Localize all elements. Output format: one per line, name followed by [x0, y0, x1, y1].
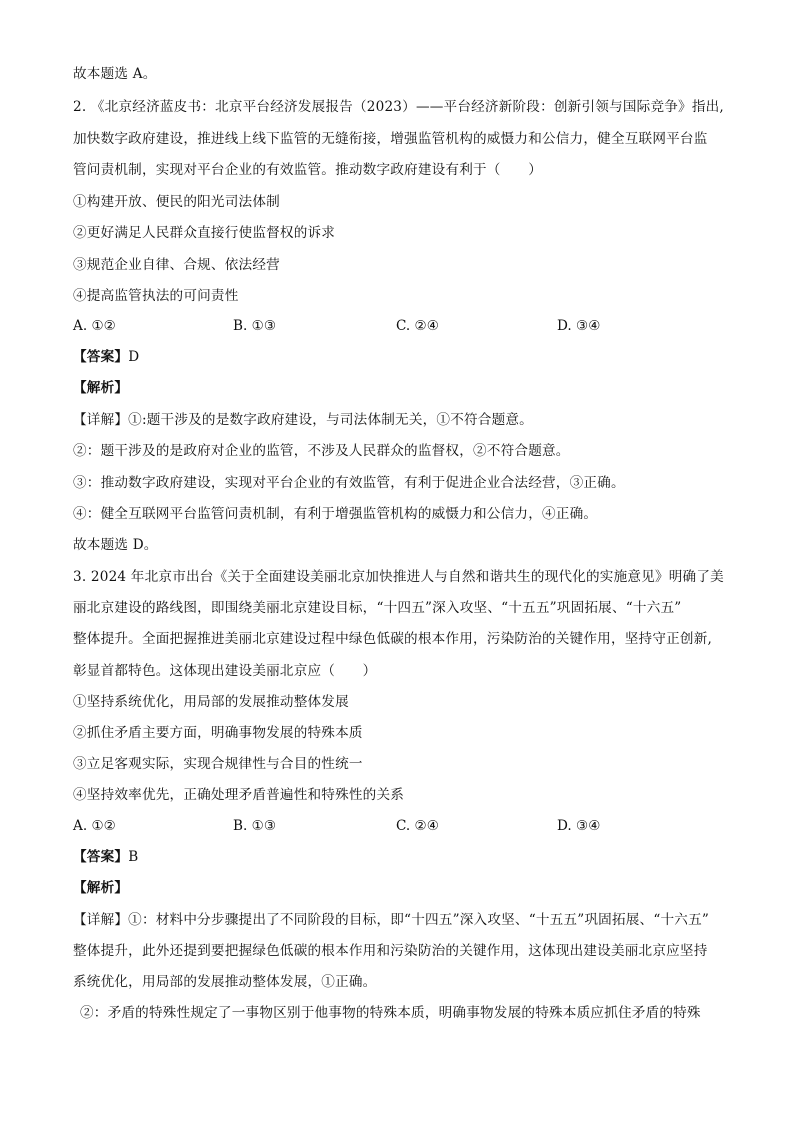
- q3-answer-value: B: [128, 849, 139, 865]
- q3-detail-4: ②：矛盾的特殊性规定了一事物区别于他事物的特殊本质，明确事物发展的特殊本质应抓住矛盾的特殊: [80, 1005, 701, 1021]
- q3-item-3: ③立足客观实际，实现合规律性与合目的性统一: [73, 756, 363, 772]
- q2-detail-2: ②：题干涉及的是政府对企业的监管，不涉及人民群众的监督权，②不符合题意。: [73, 443, 570, 459]
- q2-conclusion: 故本题选 D。: [73, 537, 158, 553]
- q2-option-c: C. ②④: [396, 318, 439, 334]
- q3-detail-3: 系统优化，用局部的发展推动整体发展，①正确。: [73, 974, 377, 990]
- q3-item-2: ②抓住矛盾主要方面，明确事物发展的特殊本质: [73, 725, 363, 741]
- q2-detail-1: 【详解】①:题干涉及的是数字政府建设，与司法体制无关，①不符合题意。: [73, 412, 533, 428]
- q2-stem-line-2: 加快数字政府建设，推进线上线下监管的无缝衔接，增强监管机构的威慑力和公信力，健全互联网平台监: [73, 131, 708, 147]
- q3-option-b: B. ①③: [233, 818, 277, 834]
- q3-stem-line-4: 彰显首都特色。这体现出建设美丽北京应（ ）: [73, 663, 377, 679]
- q3-stem-line-2: 丽北京建设的路线图，即围绕美丽北京建设目标，“十四五”深入攻坚、“十五五”巩固拓展、“十六五”: [73, 600, 682, 616]
- q3-detail-1: 【详解】①：材料中分步骤提出了不同阶段的目标，即“十四五”深入攻坚、“十五五”巩固拓展、“十六五”: [73, 912, 710, 928]
- q3-stem-line-3: 整体提升。全面把握推进美丽北京建设过程中绿色低碳的根本作用，污染防治的关键作用，坚持守正创新,: [73, 631, 713, 647]
- q2-item-4: ④提高监管执法的可问责性: [73, 288, 239, 304]
- q2-stem-line-3: 管问责机制，实现对平台企业的有效监管。推动数字政府建设有利于（ ）: [73, 162, 542, 178]
- q2-analysis-tag: 【解析】: [73, 380, 129, 396]
- q2-answer: [73, 347, 733, 367]
- q2-detail-3: ③：推动数字政府建设，实现对平台企业的有效监管，有利于促进企业合法经营，③正确。: [73, 475, 625, 491]
- q3-item-4: ④坚持效率优先，正确处理矛盾普遍性和特殊性的关系: [73, 787, 405, 803]
- q2-item-2: ②更好满足人民群众直接行使监督权的诉求: [73, 225, 336, 241]
- q2-item-3: ③规范企业自律、合规、依法经营: [73, 257, 280, 273]
- q3-option-a: A. ①②: [73, 818, 116, 834]
- q2-stem-line-1: 2. 《北京经济蓝皮书：北京平台经济发展报告（2023）——平台经济新阶段：创新引领与国际竞争》指出,: [73, 99, 724, 115]
- q3-item-1: ①坚持系统优化，用局部的发展推动整体发展: [73, 694, 349, 710]
- q2-detail-4: ④：健全互联网平台监管问责机制，有利于增强监管机构的威慑力和公信力，④正确。: [73, 506, 598, 522]
- q3-option-d: D. ③④: [557, 818, 601, 834]
- q2-option-b: B. ①③: [233, 318, 277, 334]
- q3-stem-line-1: 3. 2024 年北京市出台《关于全面建设美丽北京加快推进人与自然和谐共生的现代化的实施意见》明确了美: [73, 569, 724, 585]
- q2-option-a: A. ①②: [73, 318, 116, 334]
- q1-conclusion: 故本题选 A。: [73, 66, 157, 82]
- q2-answer-tag: 【答案】: [73, 349, 129, 365]
- q3-analysis-tag: 【解析】: [73, 880, 129, 896]
- q2-item-1: ①构建开放、便民的阳光司法体制: [73, 194, 280, 210]
- q2-option-d: D. ③④: [557, 318, 601, 334]
- q2-answer-value: D: [128, 349, 140, 365]
- q3-answer-tag: 【答案】: [73, 849, 129, 865]
- q3-option-c: C. ②④: [396, 818, 439, 834]
- q3-detail-2: 整体提升，此外还提到要把握绿色低碳的根本作用和污染防治的关键作用，这体现出建设美丽北京应坚持: [73, 943, 708, 959]
- q3-answer: [73, 847, 733, 867]
